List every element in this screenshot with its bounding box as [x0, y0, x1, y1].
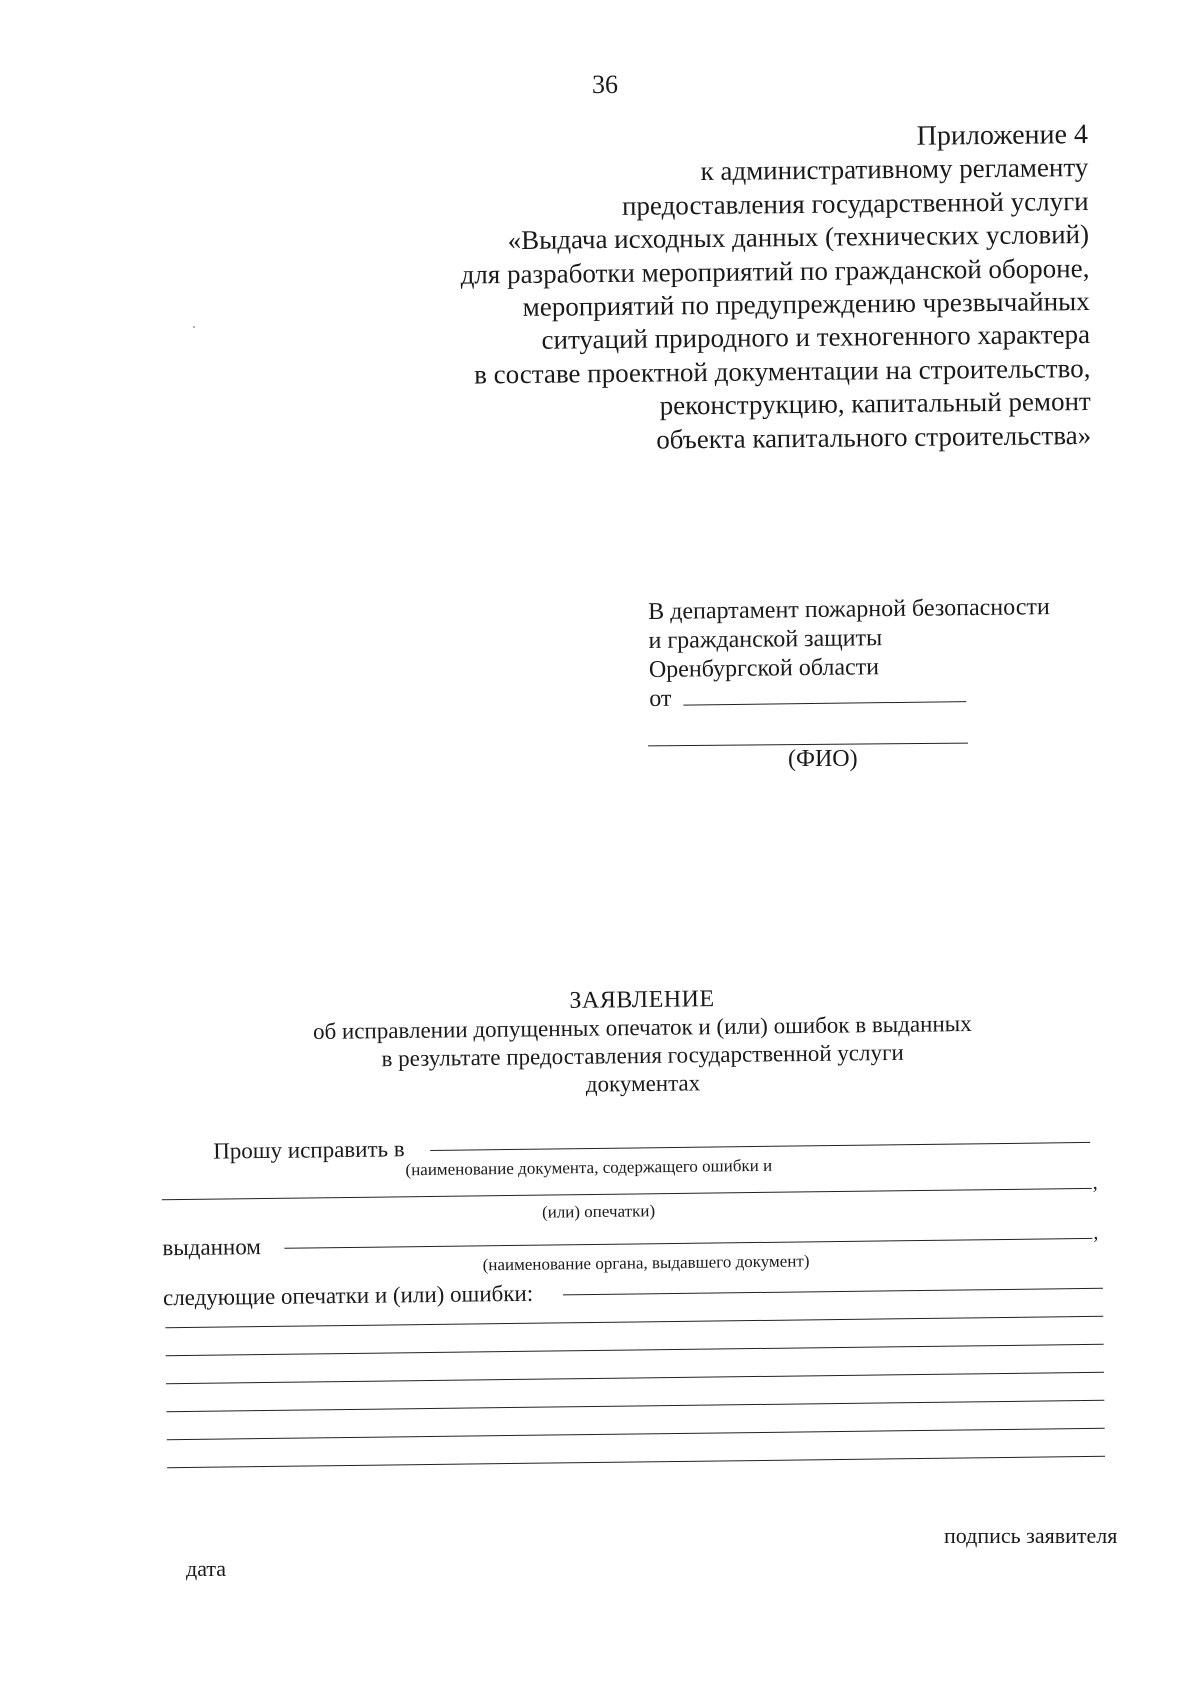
applicant-name-field[interactable] — [683, 681, 966, 705]
from-row — [649, 680, 1051, 714]
addressee-line: В департамент пожарной безопасности — [648, 594, 1050, 625]
annex-line: к административному регламенту — [700, 152, 1089, 187]
correction-form — [0, 1111, 1190, 1526]
annex-line: предоставления государственной услуги — [622, 185, 1090, 221]
addressee-line: Оренбургской области — [648, 654, 880, 683]
annex-line: реконструкцию, капитальный ремонт — [659, 386, 1092, 421]
issuer-field[interactable] — [284, 1238, 1092, 1249]
annex-line: ситуаций природного и техногенного характера — [541, 319, 1091, 356]
request-label: Прошу исправить в — [213, 1136, 405, 1164]
errors-field-line[interactable] — [166, 1344, 1104, 1356]
errors-field-line[interactable] — [166, 1400, 1104, 1412]
addressee-line: и гражданской защиты — [648, 625, 883, 654]
annex-title: Приложение 4 — [916, 118, 1089, 152]
statement-subtitle-line: об исправлении допущенных опечаток и (или) ошибок в выданных — [312, 1010, 972, 1045]
addressee-block — [648, 593, 1051, 714]
annex-line: объекта капитального строительства» — [656, 419, 1092, 455]
errors-label: следующие опечатки и (или) ошибки: — [162, 1280, 534, 1311]
errors-field-line[interactable] — [165, 1316, 1103, 1328]
annex-line: в составе проектной документации на строительство, — [474, 352, 1091, 390]
scan-speck — [193, 326, 195, 328]
fio-caption: (ФИО) — [788, 746, 858, 772]
errors-field-line[interactable] — [167, 1456, 1105, 1468]
comma-mark: , — [1093, 1221, 1099, 1244]
statement-subtitle-line: документах — [585, 1070, 701, 1097]
from-label: от — [649, 685, 672, 712]
issued-label: выданном — [162, 1234, 262, 1261]
statement-heading — [0, 978, 1200, 1106]
document-caption: (наименование документа, содержащего ошибки и — [405, 1155, 773, 1180]
issuer-caption: (наименование органа, выдавшего документ) — [482, 1251, 810, 1275]
comma-mark: , — [1092, 1171, 1098, 1194]
annex-line: «Выдача исходных данных (технических условий) — [507, 219, 1090, 256]
document-name-field-2[interactable] — [162, 1188, 1092, 1200]
statement-subtitle-line: в результате предоставления государственной услуги — [381, 1039, 904, 1072]
annex-header — [459, 118, 1091, 459]
errors-field-line[interactable] — [166, 1372, 1104, 1384]
document-name-field[interactable] — [430, 1142, 1090, 1151]
errors-field-line[interactable] — [167, 1428, 1105, 1440]
annex-line: мероприятий по предупреждению чрезвычайных — [522, 286, 1091, 322]
date-label: дата — [186, 1556, 227, 1581]
errors-field[interactable] — [563, 1288, 1103, 1296]
signature-label: подпись заявителя — [944, 1523, 1118, 1548]
document-caption-continued: (или) опечатки) — [541, 1201, 656, 1222]
statement-title: ЗАЯВЛЕНИЕ — [569, 986, 715, 1014]
page-number: 36 — [592, 70, 618, 99]
annex-line: для разработки мероприятий по гражданской обороне, — [460, 252, 1090, 290]
